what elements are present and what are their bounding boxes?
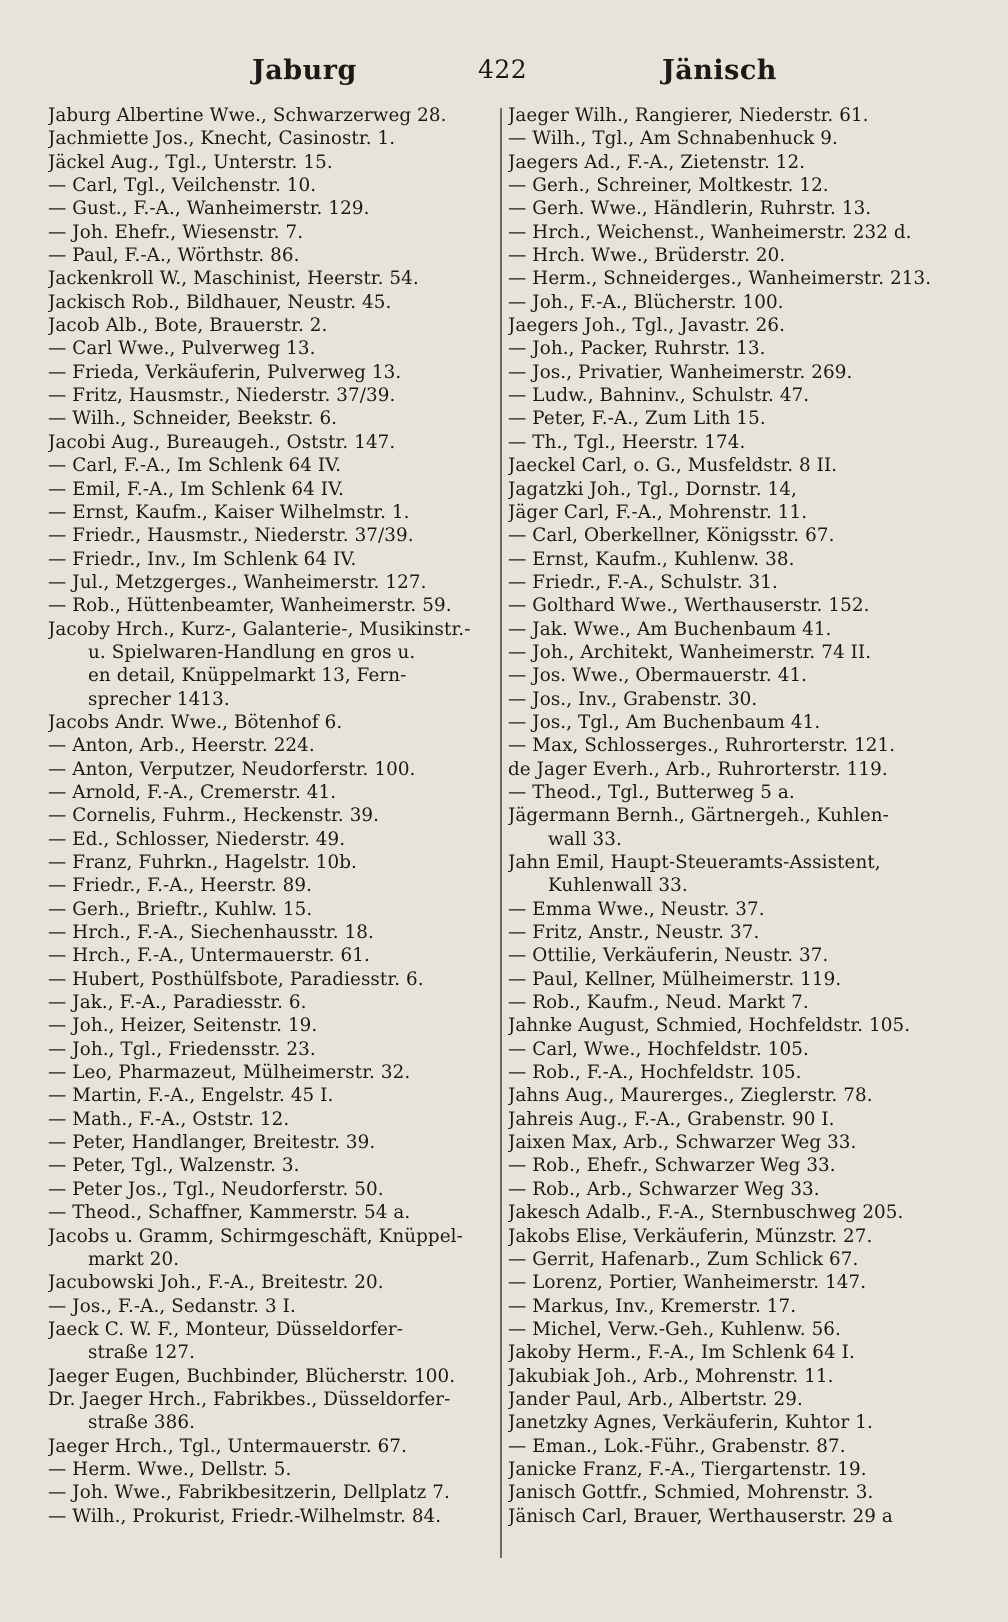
directory-entry-line: Jahreis Aug., F.-A., Grabenstr. 90 I. <box>508 1108 835 1130</box>
directory-entry-line: — Hrch. Wwe., Brüderstr. 20. <box>508 245 786 267</box>
directory-entry-line: Jagatzki Joh., Tgl., Dornstr. 14, <box>508 478 797 500</box>
directory-entry-line: Jacobs Andr. Wwe., Bötenhof 6. <box>48 711 343 733</box>
directory-entry-line: — Hrch., F.-A., Siechenhausstr. 18. <box>48 922 374 944</box>
directory-entry-line: — Max, Schlosserges., Ruhrorterstr. 121. <box>508 735 896 757</box>
directory-entry-line: wall 33. <box>548 828 622 850</box>
directory-entry-line: — Herm., Schneiderges., Wanheimerstr. 213. <box>508 268 932 290</box>
directory-entry-line: Jander Paul, Arb., Albertstr. 29. <box>508 1388 803 1410</box>
directory-entry-line: Jaeger Wilh., Rangierer, Niederstr. 61. <box>508 105 869 126</box>
directory-entry-line: — Hrch., Weichenst., Wanheimerstr. 232 d. <box>508 221 912 243</box>
directory-entry-line: — Wilh., Prokurist, Friedr.-Wilhelmstr. 84. <box>48 1505 442 1527</box>
directory-entry-line: — Joh., F.-A., Blücherstr. 100. <box>508 291 784 313</box>
directory-entry-line: — Th., Tgl., Heerstr. 174. <box>508 431 746 453</box>
directory-entry-line: — Rob., Hüttenbeamter, Wanheimerstr. 59. <box>48 595 452 617</box>
directory-entry-line: — Jos. Wwe., Obermauerstr. 41. <box>508 665 808 687</box>
directory-entry-line: — Rob., Kaufm., Neud. Markt 7. <box>508 992 809 1014</box>
directory-entry-line: — Jos., Privatier, Wanheimerstr. 269. <box>508 361 853 383</box>
directory-entry-line: Jackenkroll W., Maschinist, Heerstr. 54. <box>48 268 419 290</box>
directory-entry-line: Kuhlenwall 33. <box>548 875 688 897</box>
directory-entry-line: — Gerh., Brieftr., Kuhlw. 15. <box>48 898 313 920</box>
directory-entry-line: — Cornelis, Fuhrm., Heckenstr. 39. <box>48 805 380 827</box>
directory-entry-line: Jacobs u. Gramm, Schirmgeschäft, Knüppel- <box>48 1225 463 1247</box>
directory-entry-line: — Gerh., Schreiner, Moltkestr. 12. <box>508 175 829 197</box>
directory-entry-line: — Lorenz, Portier, Wanheimerstr. 147. <box>508 1272 867 1294</box>
directory-entry-line: — Friedr., F.-A., Heerstr. 89. <box>48 875 312 897</box>
page-number: 422 <box>478 55 528 84</box>
directory-entry-line: — Theod., Schaffner, Kammerstr. 54 a. <box>48 1202 411 1224</box>
directory-entry-line: — Rob., Ehefr., Schwarzer Weg 33. <box>508 1155 836 1177</box>
directory-entry-line: Jachmiette Jos., Knecht, Casinostr. 1. <box>48 128 396 150</box>
directory-entry-line: Jakesch Adalb., F.-A., Sternbuschweg 205. <box>508 1202 904 1224</box>
directory-entry-line: — Ed., Schlosser, Niederstr. 49. <box>48 828 346 850</box>
directory-entry-line: Jaegers Joh., Tgl., Javastr. 26. <box>508 315 786 337</box>
directory-entry-line: — Jul., Metzgerges., Wanheimerstr. 127. <box>48 571 427 593</box>
directory-entry-line: — Gust., F.-A., Wanheimerstr. 129. <box>48 198 370 220</box>
directory-entry-line: straße 386. <box>88 1412 196 1434</box>
directory-entry-line: Jaegers Ad., F.-A., Zietenstr. 12. <box>508 151 806 173</box>
directory-entry-line: — Peter Jos., Tgl., Neudorferstr. 50. <box>48 1178 384 1200</box>
left-column <box>48 104 494 1528</box>
directory-entry-line: — Anton, Arb., Heerstr. 224. <box>48 735 315 757</box>
directory-entry-line: — Ernst, Kaufm., Kuhlenw. 38. <box>508 548 795 570</box>
directory-entry-line: — Joh., Heizer, Seitenstr. 19. <box>48 1015 318 1037</box>
directory-entry-line: — Theod., Tgl., Butterweg 5 a. <box>508 781 795 803</box>
directory-entry-line: — Martin, F.-A., Engelstr. 45 I. <box>48 1085 334 1107</box>
column-divider <box>500 108 502 1558</box>
directory-entry-line: — Arnold, F.-A., Cremerstr. 41. <box>48 781 337 803</box>
directory-entry-line: Jakoby Herm., F.-A., Im Schlenk 64 I. <box>508 1342 855 1364</box>
directory-entry-line: — Ernst, Kaufm., Kaiser Wilhelmstr. 1. <box>48 501 410 523</box>
directory-entry-line: Jacubowski Joh., F.-A., Breitestr. 20. <box>48 1272 384 1294</box>
directory-entry-line: — Ludw., Bahninv., Schulstr. 47. <box>508 385 810 407</box>
directory-entry-line: — Fritz, Anstr., Neustr. 37. <box>508 922 760 944</box>
directory-entry-line: — Peter, F.-A., Zum Lith 15. <box>508 408 766 430</box>
directory-entry-line: — Joh., Packer, Ruhrstr. 13. <box>508 338 766 360</box>
directory-entry-line: — Frieda, Verkäuferin, Pulverweg 13. <box>48 361 402 383</box>
directory-entry-line: — Wilh., Schneider, Beekstr. 6. <box>48 408 338 430</box>
directory-entry-line: Jägermann Bernh., Gärtnergeh., Kuhlen- <box>508 805 889 827</box>
directory-entry-line: straße 127. <box>88 1342 196 1364</box>
directory-entry-line: — Anton, Verputzer, Neudorferstr. 100. <box>48 758 416 780</box>
directory-entry-line: Jahn Emil, Haupt-Steueramts-Assistent, <box>508 852 881 873</box>
directory-entry-line: Jaeck C. W. F., Monteur, Düsseldorfer- <box>48 1318 404 1340</box>
directory-entry-line: Janisch Gottfr., Schmied, Mohrenstr. 3. <box>508 1482 874 1504</box>
directory-entry-line: — Jos., F.-A., Sedanstr. 3 I. <box>48 1295 296 1317</box>
directory-entry-line: — Markus, Inv., Kremerstr. 17. <box>508 1295 797 1317</box>
running-head-left: Jaburg <box>252 55 357 86</box>
directory-entry-line: — Gerh. Wwe., Händlerin, Ruhrstr. 13. <box>508 198 872 220</box>
directory-entry-line: — Friedr., F.-A., Schulstr. 31. <box>508 571 778 593</box>
directory-entry-line: Jaixen Max, Arb., Schwarzer Weg 33. <box>508 1132 857 1154</box>
directory-entry-line: — Emma Wwe., Neustr. 37. <box>508 898 765 920</box>
directory-entry-line: Jaeger Hrch., Tgl., Untermauerstr. 67. <box>48 1435 408 1457</box>
directory-entry-line: Jänisch Carl, Brauer, Werthauserstr. 29 a <box>508 1505 893 1527</box>
directory-entry-line: — Fritz, Hausmstr., Niederstr. 37/39. <box>48 385 396 407</box>
directory-entry-line: Dr. Jaeger Hrch., Fabrikbes., Düsseldorfer- <box>48 1388 451 1410</box>
directory-entry-line: — Carl Wwe., Pulverweg 13. <box>48 338 316 360</box>
directory-entry-line: — Joh., Architekt, Wanheimerstr. 74 II. <box>508 641 872 663</box>
directory-entry-line: — Ottilie, Verkäuferin, Neustr. 37. <box>508 945 829 967</box>
directory-entry-line: Jackisch Rob., Bildhauer, Neustr. 45. <box>48 291 392 313</box>
directory-entry-line: — Paul, F.-A., Wörthstr. 86. <box>48 245 300 267</box>
directory-entry-line: — Eman., Lok.-Führ., Grabenstr. 87. <box>508 1435 846 1457</box>
directory-entry-line: — Hubert, Posthülfsbote, Paradiesstr. 6. <box>48 968 424 990</box>
right-column <box>508 104 970 1528</box>
directory-entry-line: — Jos., Tgl., Am Buchenbaum 41. <box>508 711 821 733</box>
directory-entry-line: sprecher 1413. <box>88 688 230 710</box>
directory-entry-line: Jäger Carl, F.-A., Mohrenstr. 11. <box>508 501 808 523</box>
directory-entry-line: Jäckel Aug., Tgl., Unterstr. 15. <box>48 151 333 173</box>
directory-entry-line: — Peter, Tgl., Walzenstr. 3. <box>48 1155 300 1177</box>
directory-entry-line: Jahns Aug., Maurerges., Zieglerstr. 78. <box>508 1085 873 1107</box>
directory-entry-line: — Herm. Wwe., Dellstr. 5. <box>48 1458 292 1480</box>
directory-entry-line: Jacoby Hrch., Kurz-, Galanterie-, Musikinstr.- <box>48 618 471 640</box>
directory-entry-line: — Joh. Wwe., Fabrikbesitzerin, Dellplatz 7. <box>48 1482 450 1504</box>
directory-entry-line: — Carl, Wwe., Hochfeldstr. 105. <box>508 1038 809 1060</box>
directory-entry-line: — Rob., F.-A., Hochfeldstr. 105. <box>508 1062 802 1084</box>
directory-entry-line: Janicke Franz, F.-A., Tiergartenstr. 19. <box>508 1458 867 1480</box>
directory-entry-line: de Jager Everh., Arb., Ruhrorterstr. 119. <box>508 758 888 780</box>
directory-entry-line: Jaeger Eugen, Buchbinder, Blücherstr. 100. <box>48 1365 456 1387</box>
directory-entry-line: — Hrch., F.-A., Untermauerstr. 61. <box>48 945 370 967</box>
directory-entry-line: Jakobs Elise, Verkäuferin, Münzstr. 27. <box>508 1225 873 1247</box>
directory-entry-line: — Gerrit, Hafenarb., Zum Schlick 67. <box>508 1248 859 1270</box>
directory-entry-line: — Wilh., Tgl., Am Schnabenhuck 9. <box>508 128 838 150</box>
directory-entry-line: — Jak. Wwe., Am Buchenbaum 41. <box>508 618 832 640</box>
directory-entry-line: — Friedr., Inv., Im Schlenk 64 IV. <box>48 548 357 570</box>
running-head-right: Jänisch <box>662 55 777 86</box>
directory-entry-line: Jaeckel Carl, o. G., Musfeldstr. 8 II. <box>508 455 838 477</box>
directory-entry-line: Janetzky Agnes, Verkäuferin, Kuhtor 1. <box>508 1412 873 1434</box>
directory-entry-line: — Math., F.-A., Oststr. 12. <box>48 1108 290 1130</box>
directory-entry-line: Jacob Alb., Bote, Brauerstr. 2. <box>48 315 328 337</box>
directory-entry-line: Jakubiak Joh., Arb., Mohrenstr. 11. <box>508 1365 834 1387</box>
directory-entry-line: Jacobi Aug., Bureaugeh., Oststr. 147. <box>48 431 396 453</box>
directory-entry-line: — Carl, Tgl., Veilchenstr. 10. <box>48 175 317 197</box>
directory-entry-line: Jahnke August, Schmied, Hochfeldstr. 105. <box>508 1015 911 1037</box>
directory-entry-line: Jaburg Albertine Wwe., Schwarzerweg 28. <box>48 105 447 126</box>
directory-entry-line: — Michel, Verw.-Geh., Kuhlenw. 56. <box>508 1318 841 1340</box>
directory-entry-line: en detail, Knüppelmarkt 13, Fern- <box>88 665 407 687</box>
directory-entry-line: — Joh., Tgl., Friedensstr. 23. <box>48 1038 316 1060</box>
directory-entry-line: — Leo, Pharmazeut, Mülheimerstr. 32. <box>48 1062 411 1084</box>
page-header <box>0 55 1008 95</box>
directory-entry-line: — Joh. Ehefr., Wiesenstr. 7. <box>48 221 304 243</box>
directory-entry-line: — Jak., F.-A., Paradiesstr. 6. <box>48 992 307 1014</box>
directory-entry-line: markt 20. <box>88 1248 180 1270</box>
directory-entry-line: — Carl, F.-A., Im Schlenk 64 IV. <box>48 455 342 477</box>
directory-entry-line: — Friedr., Hausmstr., Niederstr. 37/39. <box>48 525 414 547</box>
directory-entry-line: — Emil, F.-A., Im Schlenk 64 IV. <box>48 478 345 500</box>
directory-entry-line: u. Spielwaren-Handlung en gros u. <box>88 641 416 663</box>
directory-entry-line: — Paul, Kellner, Mülheimerstr. 119. <box>508 968 842 990</box>
directory-entry-line: — Peter, Handlanger, Breitestr. 39. <box>48 1132 376 1154</box>
directory-entry-line: — Franz, Fuhrkn., Hagelstr. 10b. <box>48 852 357 873</box>
directory-entry-line: — Golthard Wwe., Werthauserstr. 152. <box>508 595 870 617</box>
directory-entry-line: — Rob., Arb., Schwarzer Weg 33. <box>508 1178 820 1200</box>
directory-entry-line: — Jos., Inv., Grabenstr. 30. <box>508 688 758 710</box>
directory-entry-line: — Carl, Oberkellner, Königsstr. 67. <box>508 525 835 547</box>
